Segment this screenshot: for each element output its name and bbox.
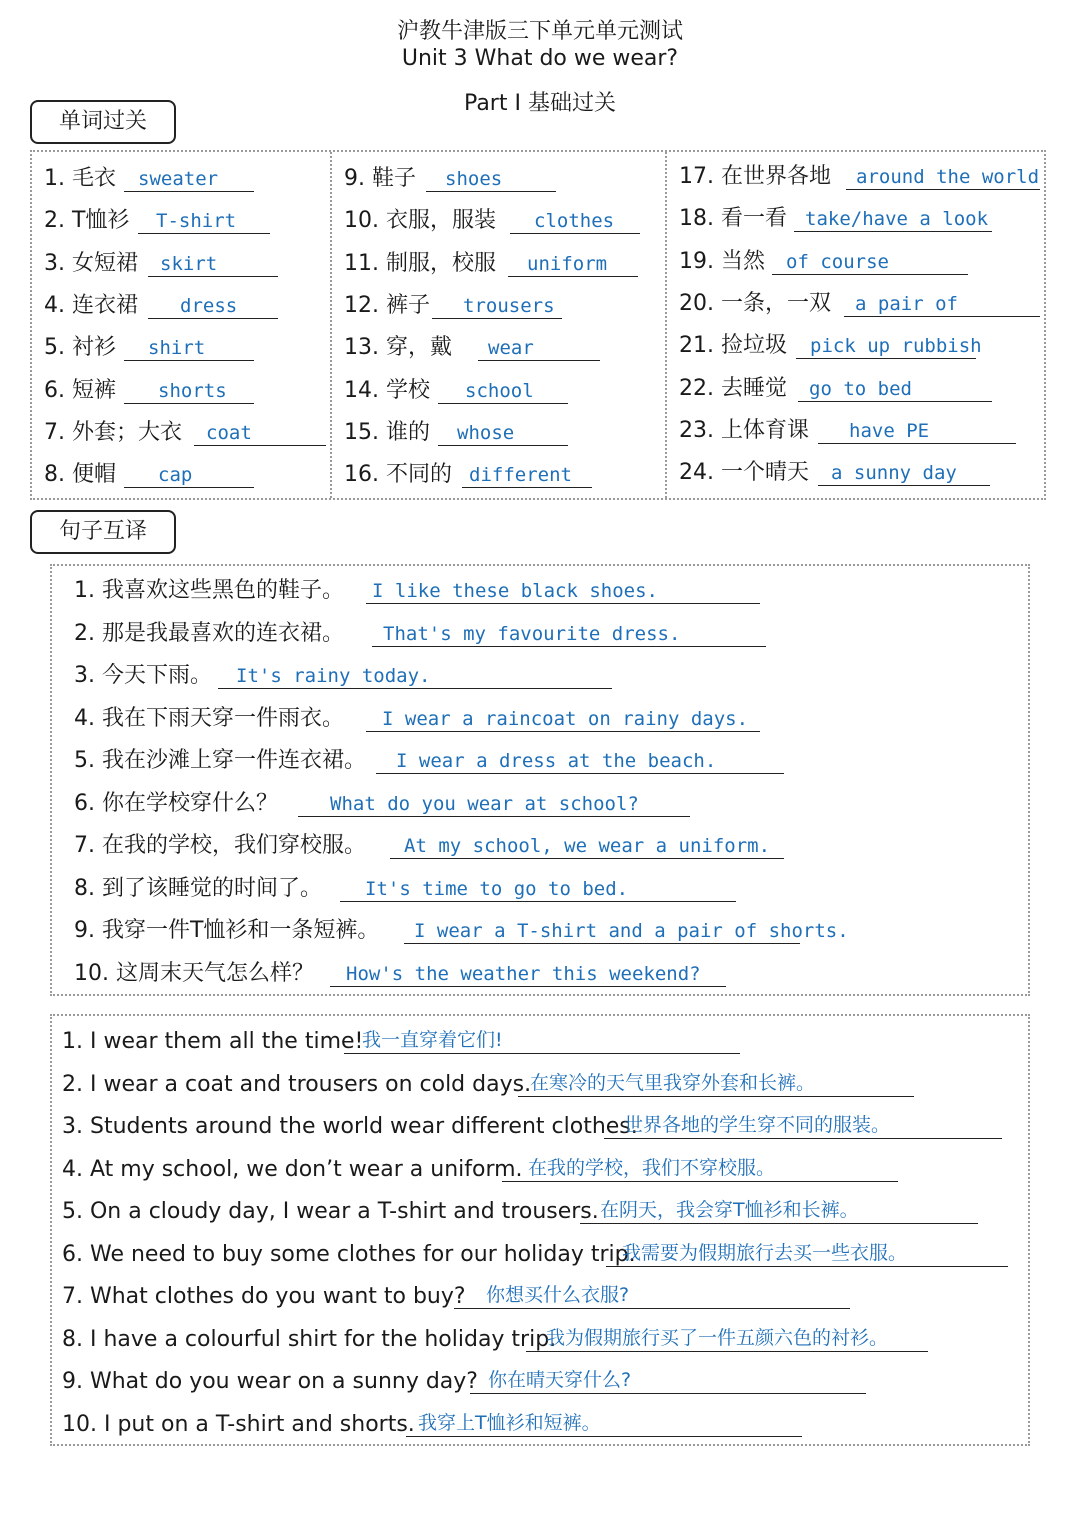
item-prompt: 5. 我在沙滩上穿一件连衣裙。 [74, 748, 366, 773]
item-prompt: 11. 制服，校服 [344, 250, 496, 276]
sentence-item [62, 1403, 806, 1443]
sentence-item [74, 825, 788, 865]
answer-text: dress [180, 294, 238, 317]
item-prompt: 8. 便帽 [44, 462, 116, 488]
sentence-item [62, 1105, 1006, 1145]
sentence-item [62, 1190, 982, 1230]
item-prompt: 9. 鞋子 [344, 166, 416, 191]
item-prompt: 22. 去睡觉 [679, 375, 787, 401]
item-prompt: 9. 我穿一件T恤衫和一条短裤。 [74, 918, 380, 943]
answer-text: cap [158, 464, 193, 487]
item-prompt: 23. 上体育课 [679, 417, 809, 443]
item-prompt: 2. T恤衫 [44, 208, 130, 234]
answer-text: I like these black shoes. [372, 580, 658, 602]
word-item [679, 156, 1044, 196]
item-prompt: 24. 一个晴天 [679, 460, 809, 486]
section-tag-words: 单词过关 [30, 100, 176, 144]
sentence-item [62, 1275, 854, 1315]
item-prompt: 5. 衬衫 [44, 335, 116, 361]
answer-text: shirt [148, 337, 206, 360]
answer-text: clothes [534, 210, 615, 233]
answer-text: 世界各地的学生穿不同的服装。 [624, 1114, 891, 1136]
answer-text: What do you wear at school? [330, 792, 639, 815]
word-item [44, 285, 282, 325]
sentence-item [74, 613, 770, 653]
answer-text: trousers [463, 294, 555, 317]
item-prompt: 4. At my school, we don’t wear a uniform. [62, 1156, 523, 1182]
word-item [679, 325, 980, 365]
answer-text: I wear a raincoat on rainy days. [382, 707, 749, 730]
sentence-item [62, 1233, 1012, 1273]
item-prompt: 15. 谁的 [344, 419, 430, 445]
item-prompt: 8. 到了该睡觉的时间了。 [74, 875, 322, 901]
answer-text: around the world [856, 166, 1040, 188]
item-prompt: 4. 连衣裙 [44, 292, 138, 318]
answer-text: take/have a look [805, 208, 989, 231]
word-item [679, 410, 1020, 450]
answer-text: 我一直穿着它们! [362, 1029, 503, 1051]
item-prompt: 3. 女短裙 [44, 250, 138, 276]
item-prompt: 19. 当然 [679, 248, 765, 274]
item-prompt: 10. 这周末天气怎么样？ [74, 960, 314, 986]
item-prompt: 6. 你在学校穿什么？ [74, 790, 278, 816]
word-item [344, 370, 572, 410]
sentence-item [62, 1020, 744, 1060]
part-title: Part Ⅰ 基础过关 [464, 91, 616, 116]
item-prompt: 2. I wear a coat and trousers on cold days. [62, 1071, 532, 1097]
answer-text: 我穿上T恤衫和短裤。 [418, 1411, 601, 1434]
sentence-item [74, 910, 849, 950]
answer-text: How's the weather this weekend? [346, 962, 701, 985]
sentence-item [74, 868, 740, 908]
sentence-item [62, 1148, 902, 1188]
word-item [44, 370, 258, 410]
item-prompt: 9. What do you wear on a sunny day? [62, 1369, 478, 1394]
page-title: 沪教牛津版三下单元单元测试 [396, 19, 683, 44]
section-tag-sentences: 句子互译 [30, 510, 176, 554]
word-item [44, 200, 274, 240]
answer-text: skirt [160, 252, 218, 275]
answer-text: school [465, 379, 534, 402]
item-prompt: 6. 短裤 [44, 377, 116, 403]
item-prompt: 7. 在我的学校，我们穿校服。 [74, 833, 366, 858]
answer-text: a pair of [855, 292, 958, 315]
item-prompt: 6. We need to buy some clothes for our holiday trip. [62, 1241, 636, 1267]
item-prompt: 12. 裤子 [344, 292, 430, 318]
sentence-item [74, 698, 764, 738]
sentence-item [74, 570, 764, 610]
sentence-item [74, 953, 730, 993]
answer-text: go to bed [809, 377, 912, 400]
word-item [344, 454, 596, 494]
answer-text: 你想买什么衣服? [486, 1284, 630, 1306]
word-item [679, 198, 996, 238]
answer-text: a sunny day [831, 462, 957, 485]
word-item [44, 243, 282, 283]
answer-text: 在寒冷的天气里我穿外套和长裤。 [530, 1071, 816, 1094]
sentence-item [62, 1360, 870, 1400]
answer-text: It's rainy today. [236, 665, 431, 687]
item-prompt: 13. 穿，戴 [344, 335, 452, 361]
word-item [679, 283, 1044, 323]
answer-text: sweater [138, 168, 219, 190]
sentence-item [74, 783, 694, 823]
word-item [679, 241, 972, 281]
word-item [344, 200, 644, 240]
item-prompt: 4. 我在下雨天穿一件雨衣。 [74, 705, 344, 731]
answer-text: wear [488, 337, 534, 360]
item-prompt: 7. What clothes do you want to buy? [62, 1284, 466, 1309]
item-prompt: 1. 毛衣 [44, 166, 116, 191]
word-item [44, 412, 330, 452]
column-divider [665, 152, 667, 498]
item-prompt: 3. 今天下雨。 [74, 663, 212, 688]
answer-text: 在我的学校，我们不穿校服。 [528, 1156, 776, 1179]
word-item [679, 452, 994, 492]
answer-text: 我需要为假期旅行去买一些衣服。 [622, 1241, 908, 1264]
word-item [344, 327, 604, 367]
item-prompt: 16. 不同的 [344, 462, 452, 488]
answer-text: uniform [527, 252, 608, 275]
answer-text: shoes [445, 168, 503, 190]
item-prompt: 10. 衣服，服装 [344, 208, 496, 234]
item-prompt: 1. I wear them all the time! [62, 1029, 364, 1054]
answer-text: whose [457, 421, 515, 444]
sentence-item [74, 740, 788, 780]
item-prompt: 5. On a cloudy day, I wear a T-shirt and trousers. [62, 1199, 599, 1224]
answer-text: 我为假期旅行买了一件五颜六色的衬衫。 [546, 1326, 889, 1349]
word-item [44, 454, 258, 494]
answer-text: T-shirt [156, 210, 237, 233]
item-prompt: 10. I put on a T-shirt and shorts. [62, 1411, 415, 1437]
answer-text: different [469, 464, 572, 487]
answer-text: 在阴天，我会穿T恤衫和长裤。 [600, 1199, 859, 1221]
sentence-item [62, 1318, 932, 1358]
word-item [44, 327, 258, 367]
answer-text: coat [206, 421, 252, 444]
word-item [44, 158, 258, 198]
column-divider [330, 152, 332, 498]
item-prompt: 21. 捡垃圾 [679, 333, 787, 359]
word-item [679, 368, 996, 408]
item-prompt: 8. I have a colourful shirt for the holiday trip. [62, 1326, 557, 1352]
answer-text: pick up rubbish [810, 335, 982, 358]
answer-text: It's time to go to bed. [365, 877, 629, 900]
sentence-item [74, 655, 616, 695]
item-prompt: 1. 我喜欢这些黑色的鞋子。 [74, 578, 344, 603]
answer-text: shorts [158, 379, 227, 402]
sentence-item [62, 1063, 918, 1103]
answer-text: At my school, we wear a uniform. [404, 835, 771, 857]
answer-text: That's my favourite dress. [383, 622, 681, 645]
word-item [344, 285, 566, 325]
answer-text: I wear a T-shirt and a pair of shorts. [414, 920, 849, 942]
word-item [344, 243, 642, 283]
answer-text: have PE [849, 419, 930, 442]
answer-text: 你在晴天穿什么? [488, 1369, 632, 1391]
item-prompt: 18. 看一看 [679, 206, 787, 232]
item-prompt: 20. 一条，一双 [679, 290, 831, 316]
item-prompt: 17. 在世界各地 [679, 164, 831, 189]
item-prompt: 3. Students around the world wear different clothes. [62, 1114, 638, 1139]
answer-text: I wear a dress at the beach. [396, 750, 717, 772]
item-prompt: 7. 外套；大衣 [44, 419, 182, 445]
word-item [344, 412, 572, 452]
item-prompt: 14. 学校 [344, 377, 430, 403]
answer-text: of course [786, 250, 889, 273]
item-prompt: 2. 那是我最喜欢的连衣裙。 [74, 620, 344, 646]
word-item [344, 158, 560, 198]
unit-title: Unit 3 What do we wear? [401, 46, 679, 71]
